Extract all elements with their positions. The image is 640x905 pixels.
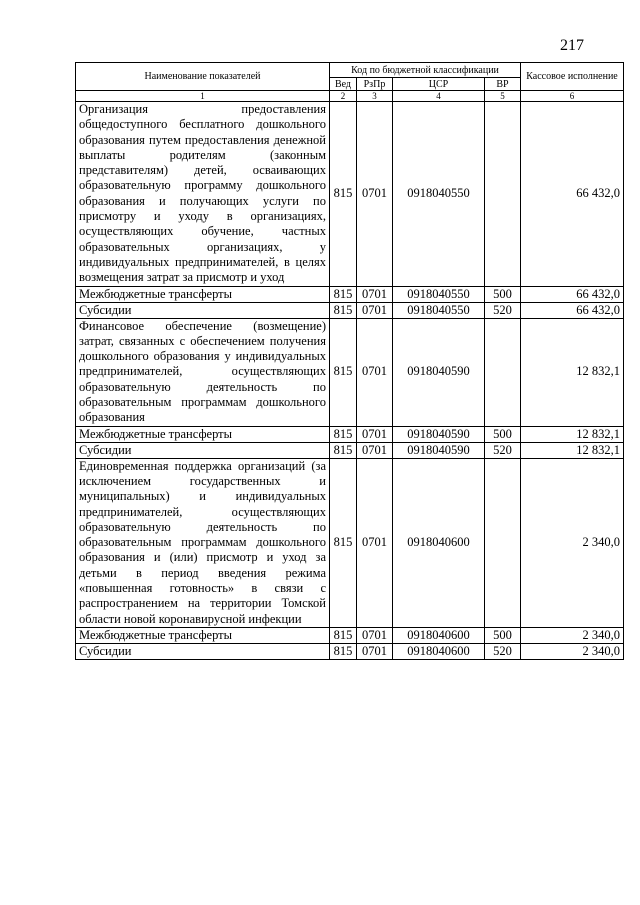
row-rzpr: 0701: [357, 318, 393, 426]
row-vr: 500: [485, 286, 521, 302]
row-rzpr: 0701: [357, 627, 393, 643]
row-amount: 66 432,0: [521, 286, 624, 302]
page-number: 217: [560, 37, 584, 54]
row-amount: 12 832,1: [521, 426, 624, 442]
row-csr: 0918040600: [393, 458, 485, 627]
column-number: 6: [521, 91, 624, 102]
row-amount: 2 340,0: [521, 643, 624, 659]
header-ved: Вед: [330, 78, 357, 91]
header-rzpr: РзПр: [357, 78, 393, 91]
table-row: [76, 286, 624, 302]
row-vr: 520: [485, 643, 521, 659]
row-amount: 2 340,0: [521, 458, 624, 627]
row-vr: 520: [485, 302, 521, 318]
row-amount: 66 432,0: [521, 102, 624, 287]
row-csr: 0918040590: [393, 442, 485, 458]
table-row: [76, 458, 624, 627]
row-csr: 0918040590: [393, 318, 485, 426]
table-row: [76, 643, 624, 659]
row-vr: 520: [485, 442, 521, 458]
row-csr: 0918040550: [393, 302, 485, 318]
header-vr: ВР: [485, 78, 521, 91]
row-amount: 2 340,0: [521, 627, 624, 643]
row-name: Субсидии: [76, 643, 330, 659]
table-row: [76, 318, 624, 426]
column-number: 5: [485, 91, 521, 102]
header-name: Наименование показателей: [76, 63, 330, 91]
row-csr: 0918040550: [393, 286, 485, 302]
table-row: [76, 426, 624, 442]
header-code-group: Код по бюджетной классификации: [330, 63, 521, 78]
row-vr: [485, 318, 521, 426]
row-csr: 0918040600: [393, 627, 485, 643]
row-ved: 815: [330, 302, 357, 318]
row-rzpr: 0701: [357, 302, 393, 318]
table-row: [76, 102, 624, 287]
row-name: Межбюджетные трансферты: [76, 286, 330, 302]
row-ved: 815: [330, 318, 357, 426]
row-name: Субсидии: [76, 442, 330, 458]
row-name: Финансовое обеспечение (возмещение) затрат, связанных с обеспечением получения дошкольного образования у индивидуальных предпринимателей, осуществляющих образовательную деятельность по образовательным программам дошкольного образования: [76, 318, 330, 426]
header-csr: ЦСР: [393, 78, 485, 91]
column-number: 1: [76, 91, 330, 102]
row-ved: 815: [330, 643, 357, 659]
column-number: 3: [357, 91, 393, 102]
row-amount: 12 832,1: [521, 442, 624, 458]
row-ved: 815: [330, 458, 357, 627]
row-rzpr: 0701: [357, 102, 393, 287]
row-ved: 815: [330, 102, 357, 287]
row-rzpr: 0701: [357, 442, 393, 458]
row-vr: [485, 102, 521, 287]
row-ved: 815: [330, 627, 357, 643]
row-name: Межбюджетные трансферты: [76, 627, 330, 643]
row-vr: 500: [485, 627, 521, 643]
row-rzpr: 0701: [357, 286, 393, 302]
row-vr: [485, 458, 521, 627]
row-amount: 12 832,1: [521, 318, 624, 426]
row-ved: 815: [330, 442, 357, 458]
column-number: 4: [393, 91, 485, 102]
row-csr: 0918040590: [393, 426, 485, 442]
row-ved: 815: [330, 426, 357, 442]
row-rzpr: 0701: [357, 458, 393, 627]
row-name: Межбюджетные трансферты: [76, 426, 330, 442]
row-csr: 0918040600: [393, 643, 485, 659]
column-number: 2: [330, 91, 357, 102]
budget-table: [75, 62, 624, 660]
table-row: [76, 442, 624, 458]
table-row: [76, 627, 624, 643]
row-name: Единовременная поддержка организаций (за исключением государственных и муниципальных) и индивидуальных предпринимателей, осуществляющих образовательную деятельность по образовательным программам дошкольного образования и (или) присмотр и уход за детьми в период введения режима «повышенная готовность» в связи с распространением на территории Томской области новой коронавирусной инфекции: [76, 458, 330, 627]
row-rzpr: 0701: [357, 426, 393, 442]
row-rzpr: 0701: [357, 643, 393, 659]
row-amount: 66 432,0: [521, 302, 624, 318]
row-vr: 500: [485, 426, 521, 442]
row-ved: 815: [330, 286, 357, 302]
row-name: Субсидии: [76, 302, 330, 318]
header-execution: Кассовое исполнение: [521, 63, 624, 91]
table-row: [76, 302, 624, 318]
row-name: Организация предоставления общедоступного бесплатного дошкольного образования путем предоставления денежной выплаты родителям (законным представителям) детей, осваивающих образовательную программу дошкольного образования и получающих услуги по присмотру и уходу в организациях, осуществляющих обучение, частных образовательных организациях, у индивидуальных предпринимателей, в целях возмещения затрат за присмотр и уход: [76, 102, 330, 287]
row-csr: 0918040550: [393, 102, 485, 287]
